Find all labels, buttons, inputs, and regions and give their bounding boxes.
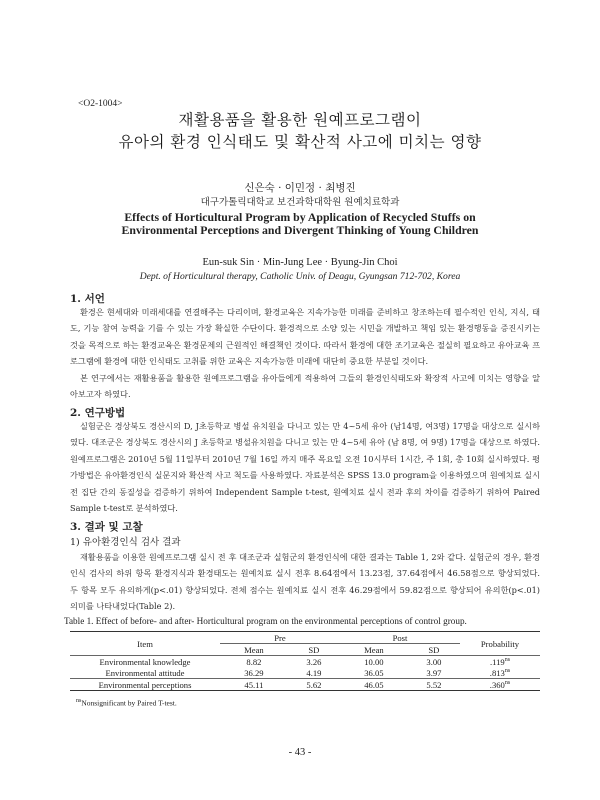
- row-probability: $.813^{ns}$: [460, 667, 540, 679]
- table-row: [70, 656, 540, 668]
- row-post-mean: 46.05: [364, 679, 384, 690]
- page-number: - 43 -: [288, 747, 312, 758]
- table-header-item: Item: [70, 632, 220, 656]
- methods-body: [70, 418, 540, 516]
- significance-mark: ns: [504, 679, 511, 686]
- section-heading-intro: 1. 서언: [70, 293, 105, 305]
- affiliation-english: Dept. of Horticultural therapy, Catholic Univ. of Deagu, Gyungsan 712-702, Korea: [139, 271, 461, 282]
- table-row: [70, 667, 540, 679]
- row-item: Environmental attitude: [70, 667, 220, 679]
- row-post-sd: 5.52: [426, 679, 442, 690]
- row-pre-sd: 5.62: [306, 679, 322, 690]
- row-post-sd: 3.97: [408, 667, 460, 679]
- title-korean-line1: 재활용품을 활용한 원예프로그램이: [178, 111, 422, 129]
- results-subheading: 1) 유아환경인식 검사 결과: [70, 537, 181, 548]
- authors-korean: 신은숙 · 이민정 · 최병진: [244, 182, 356, 194]
- intro-paragraph-2: 본 연구에서는 재활용품을 활용한 원예프로그램을 유아들에게 적용하여 그들의 환경인식태도와 확장적 사고에 미치는 영향을 알아보고자 하였다.: [70, 372, 540, 400]
- table-header-post-sd: SD: [408, 644, 460, 656]
- row-pre-mean: 36.29: [220, 667, 288, 679]
- row-post-sd: 3.00: [426, 656, 442, 667]
- table-row: [70, 679, 540, 691]
- significance-mark: ns: [504, 656, 511, 663]
- methods-paragraph-1: 실험군은 경상북도 경산시의 D, J초등학교 병설 유치원을 다니고 있는 만 4~5세 유아 (남14명, 여3명) 17명을 대상으로 실시하였다. 대조군은 경상북도 경산시의 J 초등학교 병설유치원을 다니고 있는 만 4~5세 유아 (남 8명, 여 9명) 17명을 대상으로 하였다.원예프로그램은 2010년 5월 11일부터 2010년 7월 16일 까지 매주 목요일 오전 10시부터 1시간, 주 1회, 총 10회 실시하였다. 평가방법은 유아환경인식 실문지와 확산적 사고 척도를 사용하였다. 자료분석은 SPSS 13.0 program을 이용하였으며 원예치료 실시 전 집단 간의 동질성을 검증하기 위하여 Independent Sample t-test, 원예치료 실시 전과 후의 차이를 검증하기 위하여 Paired Sample t-test로 분석하였다.: [70, 421, 540, 514]
- row-probability: $.119^{ns}$: [489, 656, 511, 667]
- title-english-line2: Environmental Perceptions and Divergent Thinking of Young Children: [121, 223, 479, 237]
- table-header-pre-sd: SD: [288, 644, 340, 656]
- table-header-pre-mean: Mean: [220, 644, 288, 656]
- title-korean-line2: 유아의 환경 인식태도 및 확산적 사고에 미치는 영향: [118, 133, 482, 151]
- row-pre-sd: 3.26: [306, 656, 322, 667]
- row-item: Environmental knowledge: [99, 656, 191, 667]
- row-probability: $.360^{ns}$: [489, 679, 511, 690]
- table-header-probability: Probability: [460, 632, 540, 656]
- row-post-mean: 10.00: [364, 656, 384, 667]
- footnote-mark: ns: [76, 698, 82, 704]
- results-paragraph-1: 재활용품을 이용한 원예프로그램 실시 전 후 대조군과 실험군의 환경인식에 대한 결과는 Table 1, 2와 같다. 실험군의 경우, 환경인식 검사의 하위 항목 환경지식과 환경태도는 원예치료 실시 전후 8.64점에서 13.23점, 37.64점에서 46.58점으로 향상되었다. 두 항목 모두 유의하게(p<.01) 향상되었다. 전체 점수는 원예치료 실시 전후 46.29점에서 59.82점으로 향상되어 유의한(p<.01) 의미를 나타내었다(Table 2).: [70, 552, 540, 612]
- authors-english: Eun-suk Sin · Min-Jung Lee · Byung-Jin Choi: [202, 257, 398, 268]
- row-pre-mean: 45.11: [244, 679, 264, 690]
- row-pre-mean: 8.82: [246, 656, 262, 667]
- intro-paragraph-1: 환경은 현세대와 미래세대를 연결해주는 다리이며, 환경교육은 지속가능한 미래를 준비하고 창조하는데 필수적인 인식, 지식, 태도, 기능 참여 능력을 기를 수 있는 가장 확실한 수단이다. 환경적으로 소양 있는 시민을 개발하고 책임 있는 환경행동을 증진시키는 것을 목적으로 하는 환경교육은 환경문제의 근원적인 해결책인 것이다. 따라서 환경에 대한 조기교육은 절실히 필요하고 유아교육 프로그램에 환경에 대한 인식태도 고취를 위한 교육은 지속가능한 미래에 대단히 중요한 부분일 것이다.: [70, 307, 540, 367]
- table-header-pre: Pre: [220, 632, 340, 644]
- significance-mark: ns: [504, 667, 511, 674]
- row-post-mean: 36.05: [340, 667, 408, 679]
- abstract-code: <O2-1004>: [78, 99, 123, 109]
- section-heading-methods: 2. 연구방법: [70, 407, 126, 419]
- results-body: [70, 549, 540, 615]
- title-english-line1: Effects of Horticultural Program by Application of Recycled Stuffs on: [124, 210, 476, 224]
- affiliation-korean: 대구가톨릭대학교 보건과학대학원 원예치료학과: [200, 197, 400, 208]
- results-table: [70, 631, 540, 691]
- row-pre-sd: 4.19: [288, 667, 340, 679]
- section-heading-results: 3. 결과 및 고찰: [70, 521, 143, 533]
- table-caption: Table 1. Effect of before- and after- Horticultural program on the environmental perceptions of control group.: [64, 616, 467, 626]
- table-header-post-mean: Mean: [340, 644, 408, 656]
- intro-body: [70, 304, 540, 402]
- row-item: Environmental perceptions: [98, 679, 192, 690]
- table-footnote: $^{ns}$Nonsignificant by Paired T-test.: [76, 698, 177, 708]
- table-header-post: Post: [340, 632, 460, 644]
